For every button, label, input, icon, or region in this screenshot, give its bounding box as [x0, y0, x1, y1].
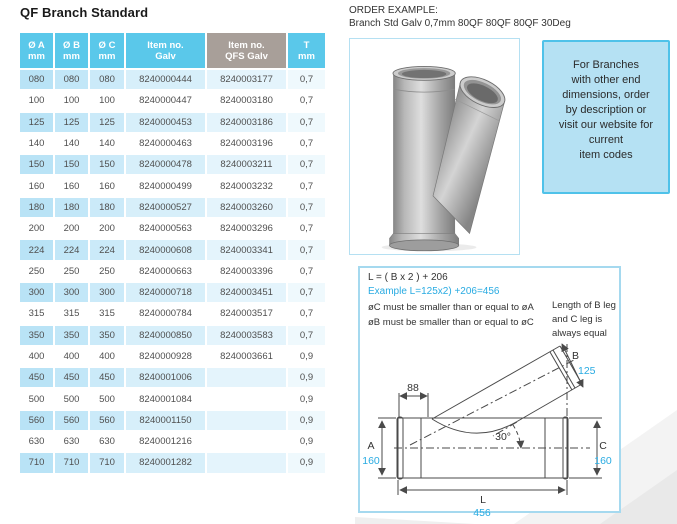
header-line: mm	[28, 50, 45, 62]
table-cell: 0,9	[288, 368, 325, 387]
table-cell: 8240000718	[126, 283, 205, 302]
table-cell: 140	[90, 134, 124, 153]
table-cell: 8240000850	[126, 326, 205, 345]
info-line: with other end	[571, 74, 641, 86]
table-cell: 400	[55, 347, 88, 366]
product-photo-box	[349, 38, 520, 255]
table-row	[20, 453, 325, 472]
header-item-qfs-galv	[207, 33, 286, 68]
order-example-label: ORDER EXAMPLE:	[349, 5, 438, 16]
table-cell: 200	[90, 219, 124, 238]
order-example-value: Branch Std Galv 0,7mm 80QF 80QF 80QF 30Deg	[349, 18, 571, 29]
header-line: Ø A	[28, 39, 45, 51]
table-row	[20, 198, 325, 217]
table-cell: 080	[20, 70, 53, 89]
table-cell: 710	[90, 453, 124, 472]
table-cell: 8240000928	[126, 347, 205, 366]
table-row	[20, 240, 325, 259]
page-title: QF Branch Standard	[20, 5, 149, 20]
table-cell: 8240003661	[207, 347, 286, 366]
table-cell	[207, 453, 286, 472]
table-cell: 630	[55, 432, 88, 451]
angle-label: 30°	[495, 431, 511, 443]
header-item-galv	[126, 33, 205, 68]
table-cell: 0,7	[288, 262, 325, 281]
header-line: Ø B	[63, 39, 80, 51]
table-cell: 8240003341	[207, 240, 286, 259]
product-photo	[350, 39, 519, 254]
info-line: by description or	[565, 104, 647, 116]
table-cell: 400	[20, 347, 53, 366]
table-cell	[207, 368, 286, 387]
table-cell: 160	[55, 176, 88, 195]
table-cell: 100	[55, 91, 88, 110]
table-cell: 8240000784	[126, 304, 205, 323]
dim-b-value: 125	[578, 365, 596, 377]
formula-text: L = ( B x 2 ) + 206	[368, 272, 448, 283]
table-cell: 250	[20, 262, 53, 281]
header-t	[288, 33, 325, 68]
table-cell: 150	[90, 155, 124, 174]
example-text: Example L=125x2) +206=456	[368, 286, 500, 297]
dim-a-value: 160	[362, 455, 380, 467]
header-dia-c	[90, 33, 124, 68]
table-cell: 350	[90, 326, 124, 345]
table-cell: 150	[20, 155, 53, 174]
table-cell: 8240000447	[126, 91, 205, 110]
table-cell: 300	[20, 283, 53, 302]
header-line: mm	[298, 50, 315, 62]
table-cell: 315	[90, 304, 124, 323]
info-line: item codes	[579, 149, 633, 161]
header-line: Galv	[155, 50, 176, 62]
table-cell: 0,7	[288, 155, 325, 174]
table-cell: 710	[55, 453, 88, 472]
table-cell: 200	[20, 219, 53, 238]
table-cell: 0,9	[288, 411, 325, 430]
table-cell: 100	[20, 91, 53, 110]
table-cell: 300	[90, 283, 124, 302]
table-cell: 140	[55, 134, 88, 153]
table-cell: 0,7	[288, 176, 325, 195]
table-cell: 080	[55, 70, 88, 89]
table-cell: 0,7	[288, 113, 325, 132]
dim-l-value: 456	[473, 507, 491, 519]
table-cell: 8240003196	[207, 134, 286, 153]
table-cell: 0,9	[288, 347, 325, 366]
table-cell: 0,7	[288, 70, 325, 89]
table-cell: 0,7	[288, 134, 325, 153]
table-cell: 8240001216	[126, 432, 205, 451]
header-dia-a	[20, 33, 53, 68]
table-cell: 125	[90, 113, 124, 132]
table-cell: 0,7	[288, 219, 325, 238]
table-cell: 300	[55, 283, 88, 302]
info-line: dimensions, order	[562, 89, 650, 101]
table-row	[20, 176, 325, 195]
table-cell: 250	[55, 262, 88, 281]
table-cell: 0,9	[288, 432, 325, 451]
table-cell: 8240001006	[126, 368, 205, 387]
table-row	[20, 368, 325, 387]
table-cell: 8240000499	[126, 176, 205, 195]
table-cell: 224	[20, 240, 53, 259]
table-cell: 150	[55, 155, 88, 174]
table-row	[20, 91, 325, 110]
info-box	[542, 40, 670, 194]
header-dia-b	[55, 33, 88, 68]
table-cell: 0,7	[288, 198, 325, 217]
table-cell: 500	[20, 389, 53, 408]
table-cell: 8240003451	[207, 283, 286, 302]
table-cell: 350	[55, 326, 88, 345]
table-cell: 0,7	[288, 240, 325, 259]
table-cell: 0,7	[288, 326, 325, 345]
table-cell	[207, 389, 286, 408]
table-row	[20, 134, 325, 153]
table-cell: 8240000527	[126, 198, 205, 217]
dim-88-label: 88	[407, 382, 419, 394]
table-cell: 8240003260	[207, 198, 286, 217]
table-cell	[207, 411, 286, 430]
table-cell: 500	[90, 389, 124, 408]
table-cell: 8240003296	[207, 219, 286, 238]
table-cell: 0,7	[288, 91, 325, 110]
table-cell: 100	[90, 91, 124, 110]
dim-b-label: B	[572, 350, 580, 362]
table-cell: 160	[90, 176, 124, 195]
table-cell: 450	[90, 368, 124, 387]
table-cell: 315	[20, 304, 53, 323]
header-line: T	[303, 39, 310, 51]
table-body	[20, 70, 325, 473]
table-cell: 560	[55, 411, 88, 430]
header-line: QFS Galv	[225, 50, 268, 62]
table-cell: 080	[90, 70, 124, 89]
table-cell: 8240003583	[207, 326, 286, 345]
table-cell: 500	[55, 389, 88, 408]
table-row	[20, 411, 325, 430]
table-cell: 8240000563	[126, 219, 205, 238]
table-cell: 8240003517	[207, 304, 286, 323]
note-line: and C leg is	[552, 314, 603, 325]
table-row	[20, 304, 325, 323]
header-line: mm	[63, 50, 80, 62]
table-cell: 450	[20, 368, 53, 387]
table-cell: 125	[20, 113, 53, 132]
table-cell: 400	[90, 347, 124, 366]
dim-l-label: L	[480, 494, 486, 506]
table-cell: 560	[20, 411, 53, 430]
angle-arc	[513, 425, 521, 448]
table-cell: 224	[55, 240, 88, 259]
table-row	[20, 389, 325, 408]
header-line: Item no.	[228, 39, 265, 51]
table-cell: 630	[20, 432, 53, 451]
table-cell: 8240003177	[207, 70, 286, 89]
info-line: For Branches	[572, 59, 640, 71]
header-line: Item no.	[147, 39, 184, 51]
header-line: mm	[98, 50, 116, 62]
header-line: Ø C	[98, 39, 116, 51]
table-cell: 315	[55, 304, 88, 323]
table-cell: 8240003396	[207, 262, 286, 281]
table-row	[20, 262, 325, 281]
spec-table-container	[18, 31, 327, 475]
table-cell: 8240003186	[207, 113, 286, 132]
table-cell: 0,9	[288, 453, 325, 472]
table-row	[20, 70, 325, 89]
table-cell: 8240001282	[126, 453, 205, 472]
table-cell: 250	[90, 262, 124, 281]
table-cell: 224	[90, 240, 124, 259]
table-cell: 160	[20, 176, 53, 195]
note-line: always equal	[552, 328, 607, 339]
table-row	[20, 155, 325, 174]
table-cell: 710	[20, 453, 53, 472]
table-cell: 8240000453	[126, 113, 205, 132]
dim-a-label: A	[367, 440, 375, 452]
note-line: Length of B leg	[552, 300, 616, 311]
table-header-row	[20, 33, 325, 68]
table-cell: 200	[55, 219, 88, 238]
table-cell: 8240000478	[126, 155, 205, 174]
info-line: visit our website for	[558, 119, 654, 131]
diagram-box	[358, 266, 621, 519]
table-cell: 180	[55, 198, 88, 217]
table-row	[20, 219, 325, 238]
table-cell: 8240003232	[207, 176, 286, 195]
note-text	[552, 299, 616, 341]
table-cell: 560	[90, 411, 124, 430]
table-cell: 0,9	[288, 389, 325, 408]
table-row	[20, 283, 325, 302]
table-cell: 140	[20, 134, 53, 153]
spec-table	[18, 31, 327, 475]
info-line: current	[588, 134, 624, 146]
table-cell: 8240000663	[126, 262, 205, 281]
dim-c-label: C	[599, 440, 607, 452]
rule-text-1: øC must be smaller than or equal to øA	[368, 302, 534, 313]
order-example	[349, 4, 571, 30]
table-row	[20, 113, 325, 132]
table-row	[20, 347, 325, 366]
table-cell: 350	[20, 326, 53, 345]
table-cell: 180	[20, 198, 53, 217]
table-cell: 8240000608	[126, 240, 205, 259]
table-row	[20, 326, 325, 345]
table-row	[20, 432, 325, 451]
table-cell: 8240003180	[207, 91, 286, 110]
table-cell: 8240000444	[126, 70, 205, 89]
table-cell: 0,7	[288, 283, 325, 302]
table-cell: 630	[90, 432, 124, 451]
table-cell: 8240001084	[126, 389, 205, 408]
table-cell: 450	[55, 368, 88, 387]
table-cell: 8240003211	[207, 155, 286, 174]
table-cell: 125	[55, 113, 88, 132]
table-cell	[207, 432, 286, 451]
table-cell: 8240000463	[126, 134, 205, 153]
dim-c-value: 160	[594, 455, 612, 467]
pipe-bottom-rim	[390, 240, 459, 251]
table-cell: 0,7	[288, 304, 325, 323]
table-cell: 8240001150	[126, 411, 205, 430]
table-cell: 180	[90, 198, 124, 217]
rule-text-2: øB must be smaller than or equal to øC	[368, 317, 534, 328]
